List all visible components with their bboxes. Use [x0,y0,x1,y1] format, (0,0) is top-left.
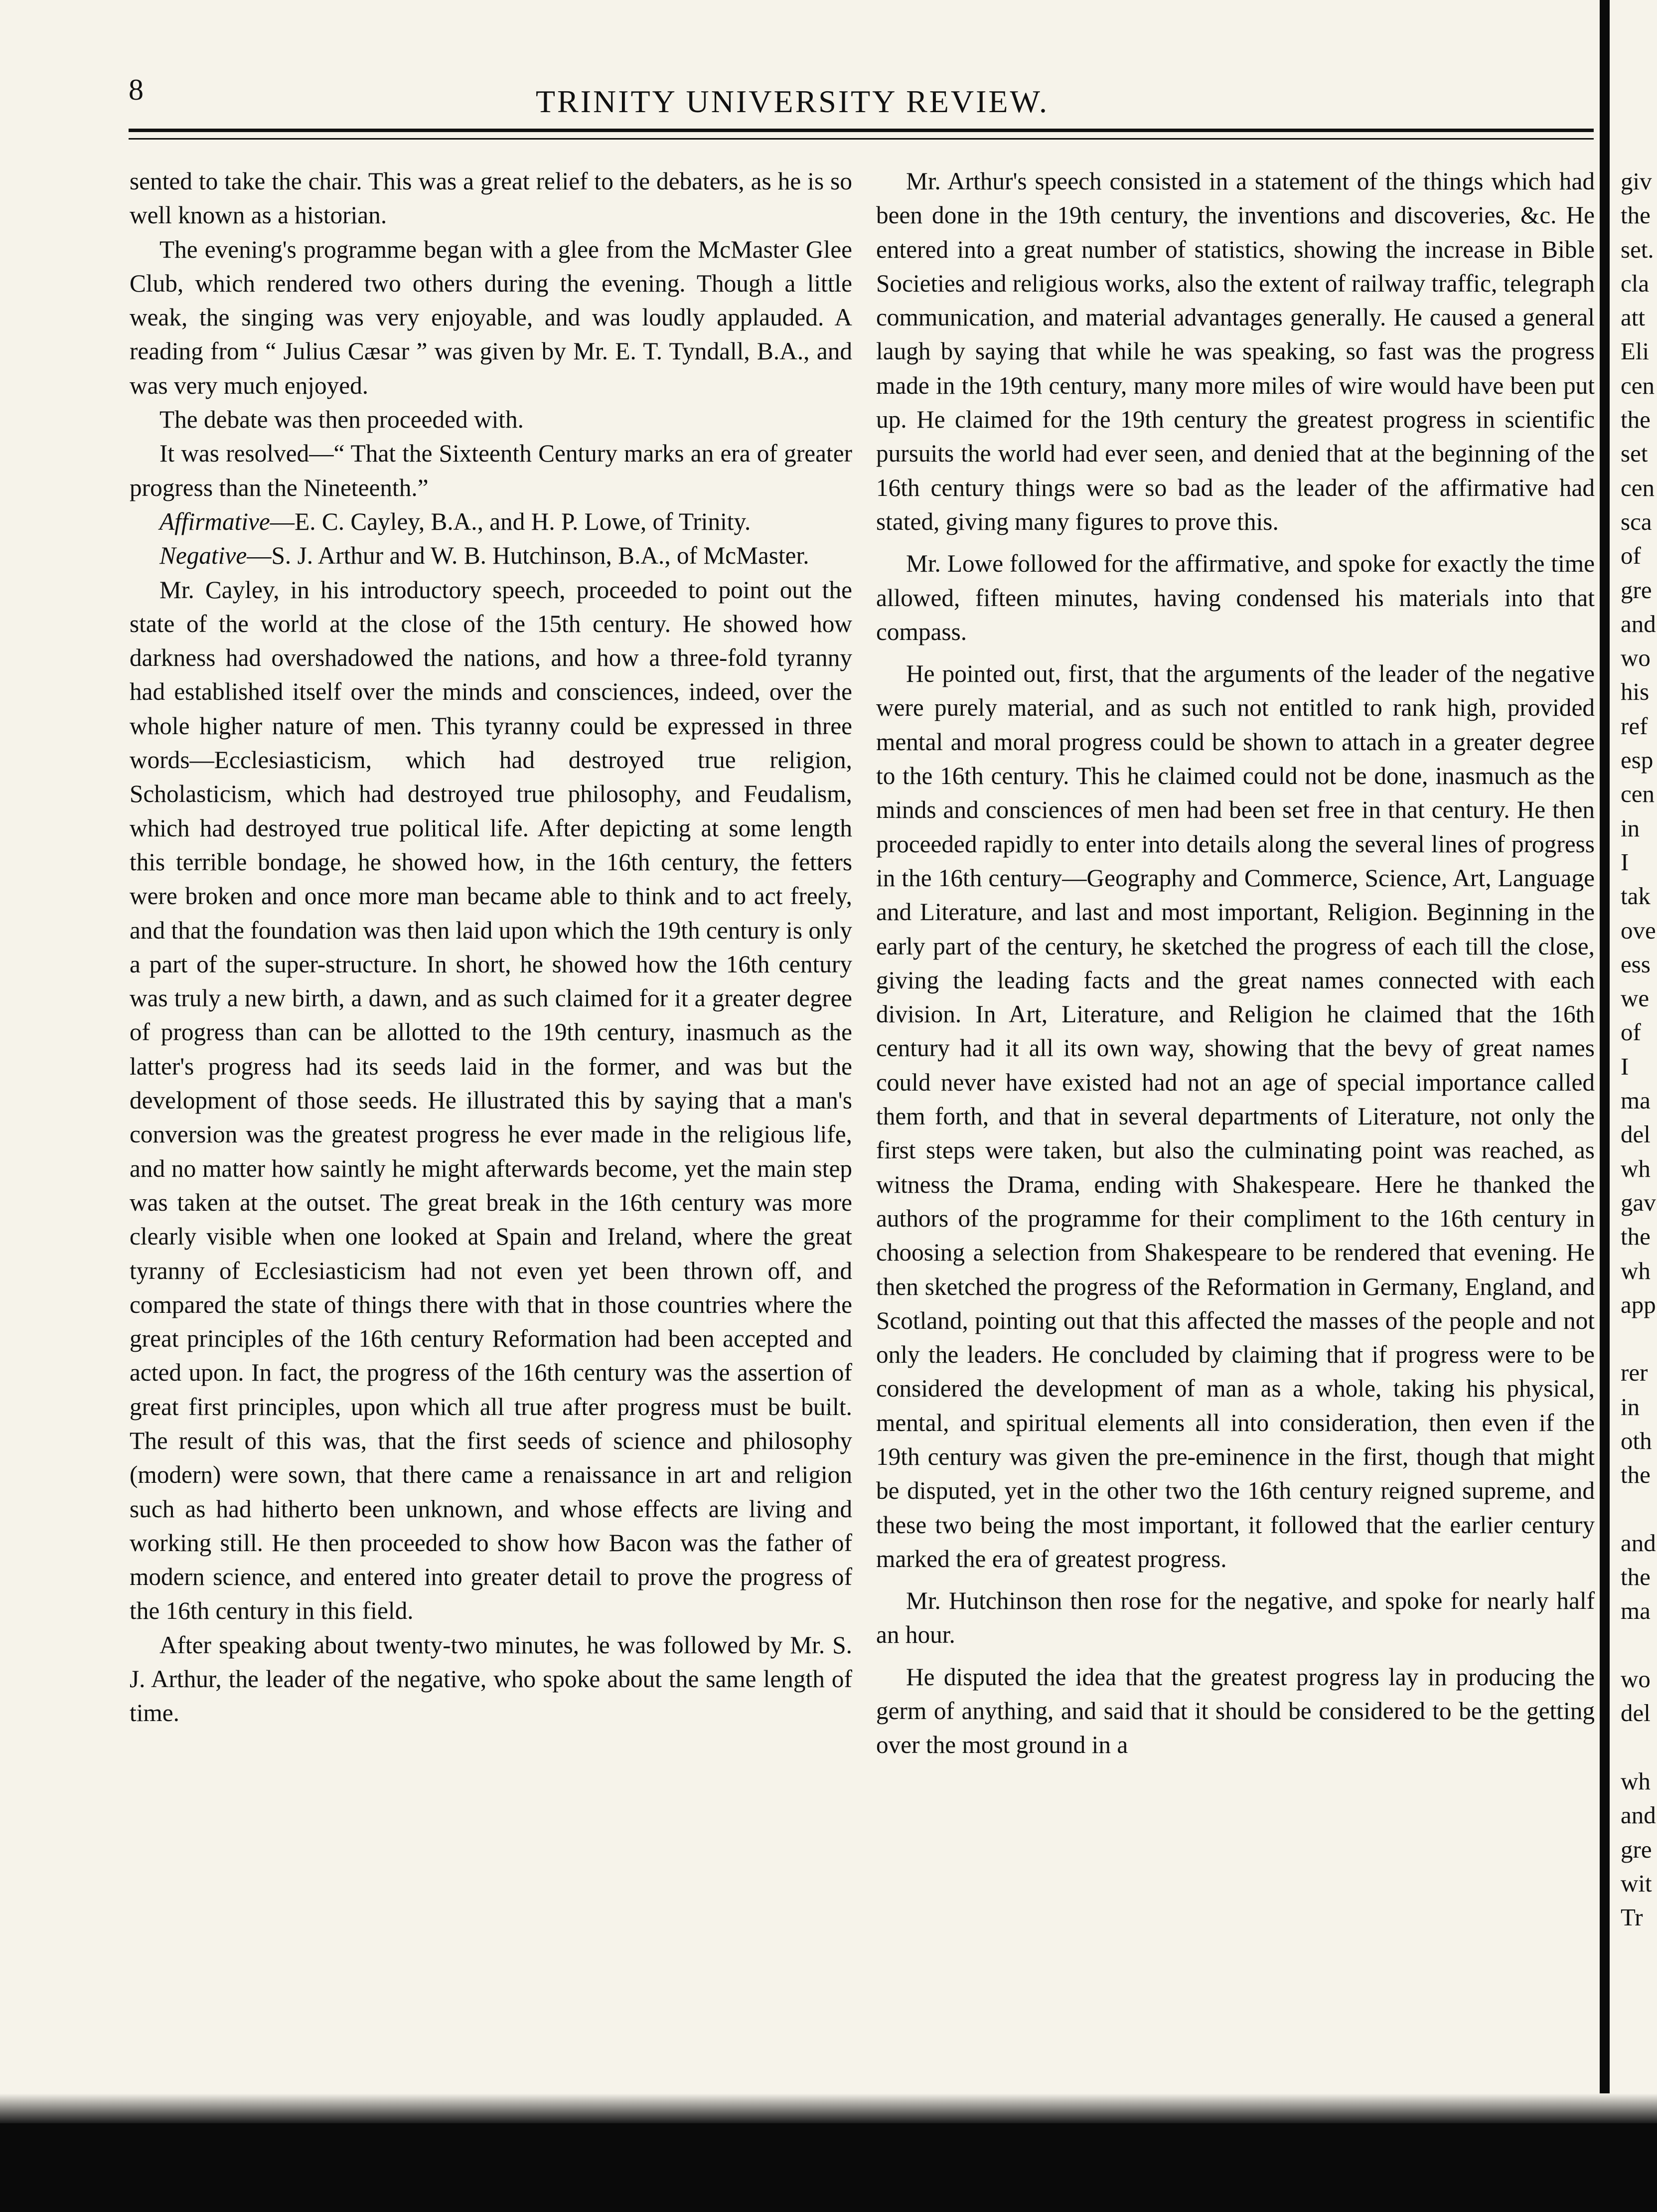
fragment-line: esp [1621,746,1654,774]
negative-label: Negative [159,542,247,570]
fragment-line: gre [1621,576,1652,604]
paragraph: He disputed the idea that the greatest progress lay in producing the germ of anything, and said that it should be considered to be the getting over the most ground in a [876,1663,1595,1759]
fragment-line: del [1621,1120,1651,1148]
paragraph [130,539,852,573]
fragment-line: the [1621,406,1651,434]
fragment-line: sca [1621,507,1652,535]
bottom-fade [0,2093,1657,2123]
fragment-line: and [1621,1529,1656,1557]
bottom-scan-shadow [0,2123,1657,2212]
fragment-line: att [1621,304,1645,331]
paragraph: It was resolved—“ That the Sixteenth Century marks an era of greater progress than the Nineteenth.” [130,440,852,501]
paragraph: The evening's programme began with a glee from the McMaster Glee Club, which rendered two others during the evening. Though a little weak, the singing was very enjoyable, and was loudly applauded. A reading from “ Julius Cæsar ” was given by Mr. E. T. Tyndall, B.A., and was very much enjoyed. [130,235,852,399]
fragment-line: gav [1621,1188,1656,1216]
fragment-line: Eli [1621,337,1650,365]
fragment-line: we [1621,984,1650,1012]
paragraph [130,505,852,539]
fragment-line: wh [1621,1257,1651,1284]
page-number: 8 [129,73,144,106]
fragment-line: and [1621,610,1656,637]
fragment-line: cen [1621,780,1655,808]
fragment-line: the [1621,1563,1651,1591]
fragment-line: cen [1621,371,1655,399]
fragment-line: in [1621,814,1640,842]
running-head: TRINITY UNIVERSITY REVIEW. [535,84,1050,119]
fragment-line: of [1621,1018,1641,1046]
fragment-line: cla [1621,269,1650,297]
fragment-line: Tr [1621,1903,1643,1931]
fragment-line: the [1621,1461,1651,1489]
fragment-line: del [1621,1699,1651,1727]
fragment-line [1621,1628,1657,1662]
fragment-line: wit [1621,1869,1652,1897]
fragment-line: wo [1621,644,1651,672]
fragment-line: I [1621,848,1629,876]
fragment-line: giv [1621,167,1652,195]
header-rule-thick [129,129,1594,132]
fragment-line: in [1621,1393,1640,1421]
fragment-line: and [1621,1801,1656,1829]
fragment-line: the [1621,1223,1651,1251]
paragraph: He pointed out, first, that the arguments of the leader of the negative were purely material, and as such not entitled to rank high, provided mental and moral progress could be shown to attach in a greater degree to the 16th century. This he claimed could not be done, inasmuch as the minds and consciences of men had been set free in that century. He then proceeded rapidly to enter into details along the several lines of progress in the 16th century—Geography and Commerce, Science, Art, Language and Literature, and last and most important, Religion. Beginning in the early part of the century, he sketched the progress of each till the close, giving the leading facts and the great names connected with each division. In Art, Literature, and Religion he claimed that the 16th century had it all its own way, showing that the bevy of great names could never have existed had not an age of special importance called them forth, and that in several departments of Literature, not only the first steps were taken, but also the culminating point was reached, as witness the Drama, ending with Shakespeare. Here he thanked the authors of the programme for their compliment to the 16th century in choosing a selection from Shakespeare to be rendered that evening. He then sketched the progress of the Reformation in Germany, England, and Scotland, pointing out that this affected the masses of the people and not only the leaders. He concluded by claiming that if progress were to be considered the development of man as a whole, taking his physical, mental, and spiritual elements all into consideration, then even if the 19th century was given the pre-eminence in the first, though that might be disputed, yet in the other two the 16th century reigned supreme, and these two being the most important, it followed that the earlier century marked the era of greatest progress. [876,660,1595,1573]
affirmative-label: Affirmative [159,507,270,535]
fragment-line: ove [1621,916,1656,944]
paragraph: Mr. Lowe followed for the affirmative, and spoke for exactly the time allowed, fifteen minutes, having condensed his materials into that compass. [876,550,1595,645]
fragment-line: of [1621,542,1641,570]
fragment-line: tak [1621,882,1651,910]
fragment-line: app [1621,1290,1656,1318]
header-rule-thin [129,138,1594,140]
adjacent-page-fragments [1621,164,1657,1934]
fragment-line: set [1621,440,1648,468]
left-column [130,164,852,1731]
fragment-line: rer [1621,1359,1648,1387]
fragment-line: ma [1621,1087,1651,1114]
fragment-line [1621,1731,1657,1764]
paragraph: sented to take the chair. This was a great relief to the debaters, as he is so well known as a historian. [130,167,852,229]
fragment-line [1621,1322,1657,1356]
fragment-line [1621,1492,1657,1526]
paragraph: After speaking about twenty-two minutes, he was followed by Mr. S. J. Arthur, the leader of the negative, who spoke about the same length of time. [130,1631,852,1727]
fragment-line: ess [1621,950,1651,978]
paragraph: The debate was then proceeded with. [159,406,524,434]
fragment-line: cen [1621,474,1655,501]
fragment-line: wh [1621,1767,1651,1795]
fragment-line: ma [1621,1597,1651,1625]
fragment-line: the [1621,201,1651,229]
negative-text: —S. J. Arthur and W. B. Hutchinson, B.A., of McMaster. [247,542,809,570]
fragment-line: gre [1621,1835,1652,1863]
paragraph: Mr. Cayley, in his introductory speech, proceeded to point out the state of the world at the close of the 15th century. He showed how darkness had overshadowed the nations, and how a three-fold tyranny had established itself over the minds and consciences, indeed, over the whole higher nature of men. This tyranny could be expressed in three words—Ecclesiasticism, which had destroyed true religion, Scholasticism, which had destroyed true philosophy, and Feudalism, which had destroyed true political life. After depicting at some length this terrible bondage, he showed how, in the 16th century, the fetters were broken and once more man became able to think and to act freely, and that the foundation was then laid upon which the 19th century is only a part of the super-structure. In short, he showed how the 16th century was truly a new birth, a dawn, and as such claimed for it a greater degree of progress than can be allotted to the 19th century, inasmuch as the latter's progress had its seeds laid in the former, and was but the development of those seeds. He illustrated this by saying that a man's conversion was the greatest progress he ever made in the religious life, and no matter how saintly he might afterwards become, yet the main step was taken at the outset. The great break in the 16th century was more clearly visible when one looked at Spain and Ireland, where the great tyranny of Ecclesiasticism had not even yet been thrown off, and compared the state of things there with that in those countries where the great principles of the 16th century Reformation had been accepted and acted upon. In fact, the progress of the 16th century was the assertion of great first principles, upon which all true after progress must be built. The result of this was, that the first seeds of science and philosophy (modern) were sown, that there came a renaissance in art and religion such as had hitherto been unknown, and whose effects are living and working still. He then proceeded to show how Bacon was the father of modern science, and entered into greater detail to prove the progress of the 16th century in this field. [130,576,852,1625]
fragment-line: I [1621,1052,1629,1080]
fragment-line: ref [1621,712,1648,740]
fragment-line: his [1621,678,1650,706]
fragment-line: oth [1621,1426,1652,1454]
affirmative-text: —E. C. Cayley, B.A., and H. P. Lowe, of Trinity. [270,507,751,535]
paragraph: Mr. Arthur's speech consisted in a statement of the things which had been done in the 19th century, the inventions and discoveries, &c. He entered into a great number of statistics, showing the increase in Bible Societies and religious works, also the extent of railway traffic, telegraph communication, and material advantages generally. He caused a general laugh by saying that while he was speaking, so fast was the progress made in the 19th century, many more miles of wire would have been put up. He claimed for the 19th century the greatest progress in scientific pursuits the world had ever seen, and denied that at the beginning of the 16th century things were so bad as the leader of the affirmative had stated, giving many figures to prove this. [876,167,1595,535]
fragment-line: set. [1621,235,1654,263]
fragment-line: wh [1621,1154,1651,1182]
page-gutter-shadow [1600,0,1610,2212]
right-column [876,164,1595,1762]
fragment-line: wo [1621,1665,1651,1693]
paragraph: Mr. Hutchinson then rose for the negative, and spoke for nearly half an hour. [876,1587,1595,1649]
